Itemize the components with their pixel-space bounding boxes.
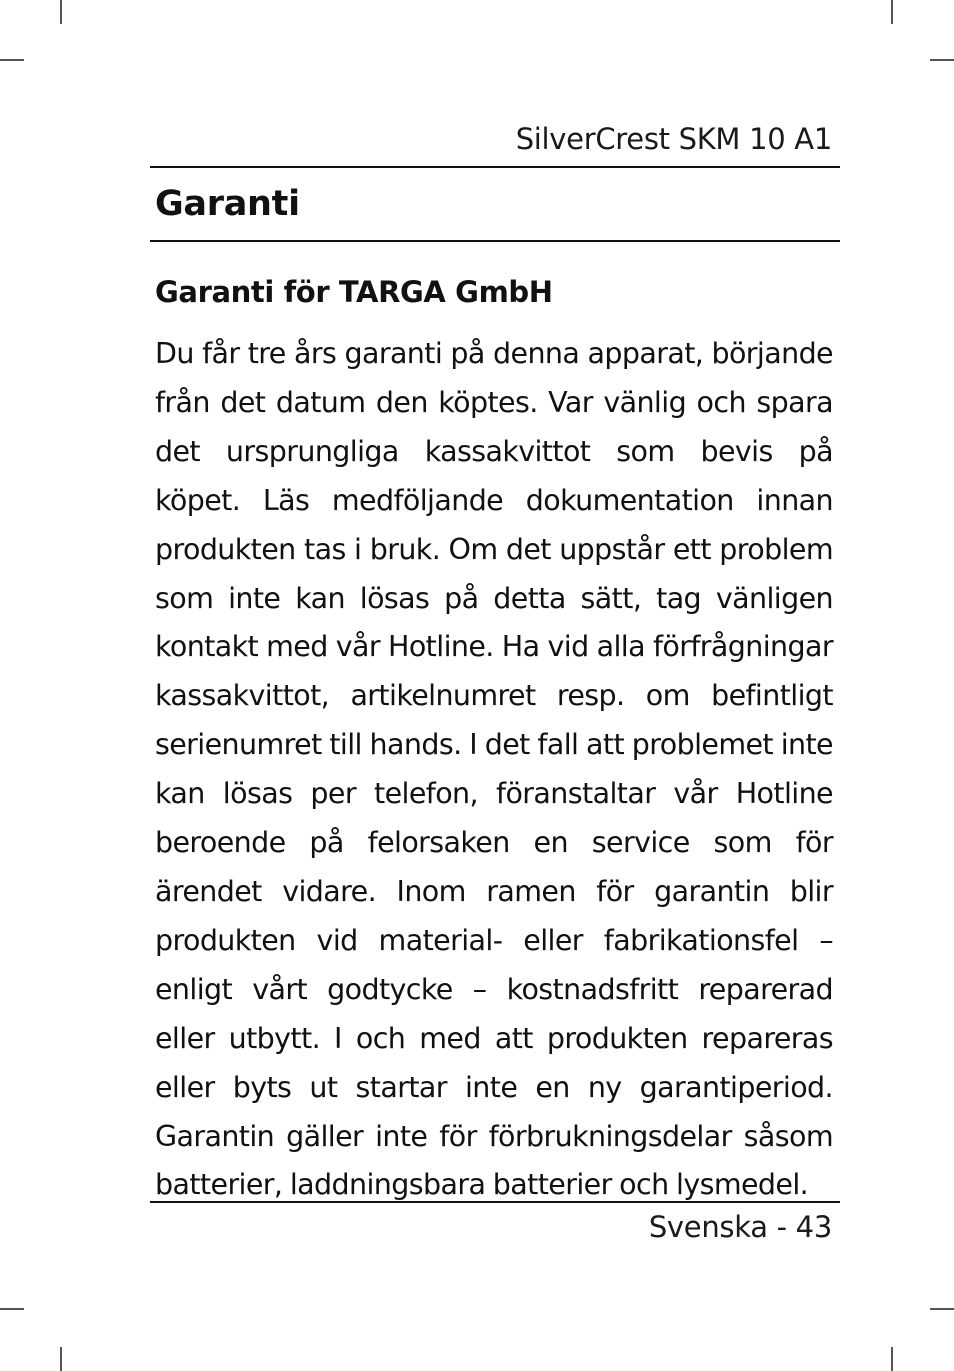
crop-mark-top-right <box>891 0 893 24</box>
footer-rule <box>150 1201 840 1203</box>
page-footer: Svenska - 43 <box>648 1210 832 1244</box>
section-rule <box>150 240 840 242</box>
crop-mark-bottom-right-h <box>930 1308 954 1310</box>
crop-mark-bottom-right <box>891 1347 893 1371</box>
warranty-paragraph: Du får tre års garanti på denna apparat, börjande från det datum den köptes. Var vänlig och spara det ursprungliga kassakvittot som bevis på köpet. Läs medföljande dokumentation innan produkten tas i bruk. Om det uppstår ett problem som inte kan lösas på detta sätt, tag vänligen kontakt med vår Hotline. Ha vid alla förfrågningar kassakvittot, artikelnumret resp. om befintligt serienumret till hands. I det fall att problemet inte kan lösas per telefon, föranstaltar vår Hotline beroende på felorsaken en service som för ärendet vidare. Inom ramen för garantin blir produkten vid material- eller fabrikationsfel – enligt vårt godtycke – kostnadsfritt reparerad eller utbytt. I och med att produkten repareras eller byts ut startar inte en ny garantiperiod. Garantin gäller inte för förbrukningsdelar såsom batterier, laddningsbara batterier och lysmedel. <box>155 337 833 1202</box>
header-rule <box>150 166 840 168</box>
section-title: Garanti <box>155 184 300 224</box>
crop-mark-top-left <box>60 0 62 24</box>
crop-mark-bottom-left <box>60 1347 62 1371</box>
crop-mark-top-left-h <box>0 59 24 61</box>
crop-mark-bottom-left-h <box>0 1308 24 1310</box>
running-header: SilverCrest SKM 10 A1 <box>515 122 832 156</box>
subsection-title: Garanti för TARGA GmbH <box>155 275 553 309</box>
crop-mark-top-right-h <box>930 59 954 61</box>
